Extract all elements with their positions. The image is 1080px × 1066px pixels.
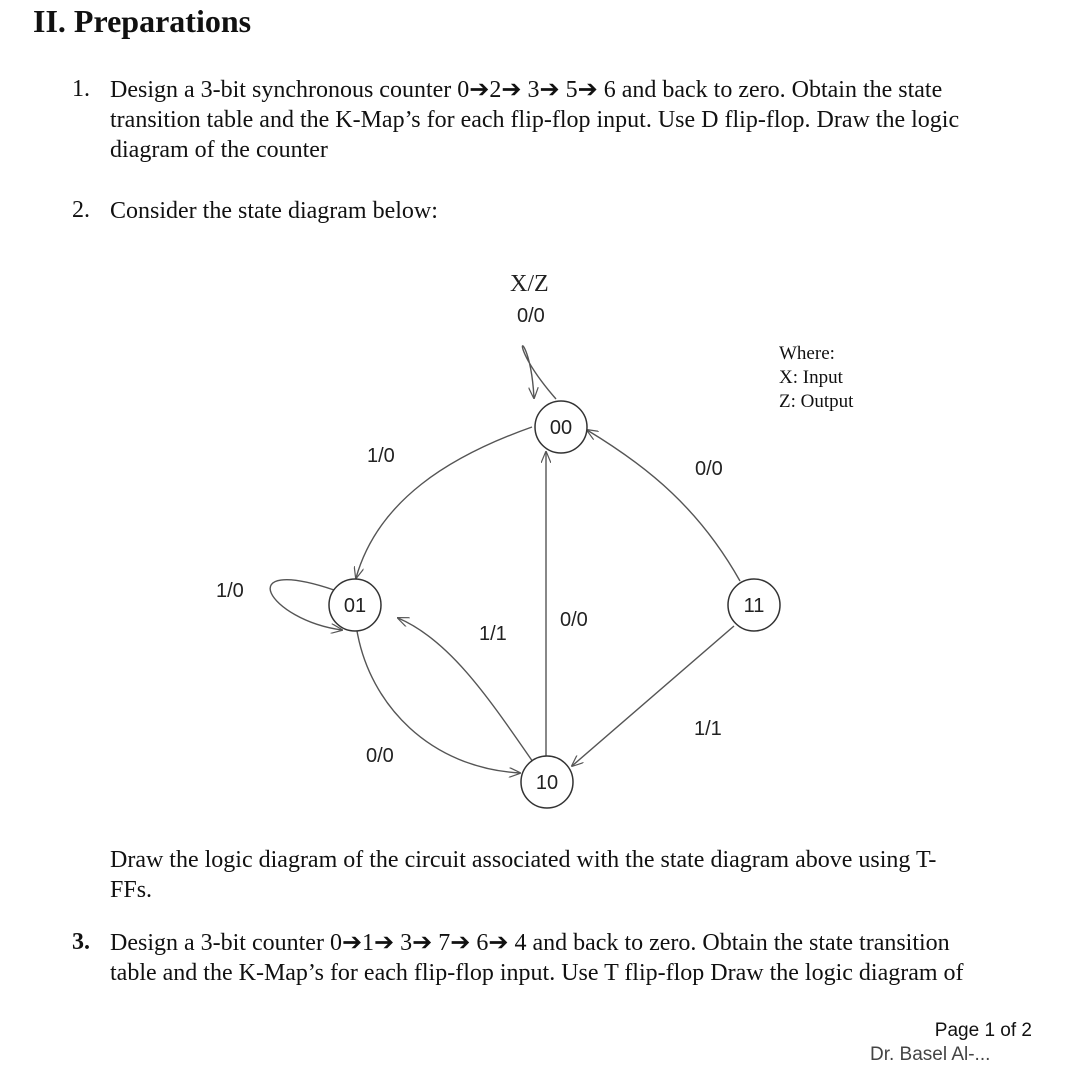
state-label-11: 11 bbox=[743, 595, 765, 617]
label-10-to-01: 1/1 bbox=[479, 623, 507, 645]
label-00-to-01: 1/0 bbox=[367, 445, 395, 467]
legend-output: Z: Output bbox=[779, 391, 854, 412]
transition-11-to-10 bbox=[572, 626, 734, 766]
label-11-to-00: 0/0 bbox=[695, 458, 723, 480]
item-1-line-3: diagram of the counter bbox=[110, 137, 328, 163]
state-label-01: 01 bbox=[343, 595, 367, 617]
item-2-number: 2. bbox=[72, 197, 90, 223]
label-01-to-10: 0/0 bbox=[366, 745, 394, 767]
item-3-number: 3. bbox=[72, 929, 90, 955]
state-label-10: 10 bbox=[535, 772, 559, 794]
label-10-to-00: 0/0 bbox=[560, 609, 588, 631]
transition-10-to-01 bbox=[398, 618, 533, 762]
label-00-to-00: 0/0 bbox=[517, 305, 545, 327]
diagram-header-label: X/Z bbox=[510, 271, 549, 297]
footer-cut-text: Dr. Basel Al-... bbox=[870, 1044, 991, 1065]
item-3-line-1: Design a 3-bit counter 0➔1➔ 3➔ 7➔ 6➔ 4 and back to zero. Obtain the state transition bbox=[110, 930, 950, 956]
item-1-number: 1. bbox=[72, 76, 90, 102]
label-11-to-10: 1/1 bbox=[694, 718, 722, 740]
legend-input: X: Input bbox=[779, 367, 843, 388]
diagram-legend bbox=[779, 342, 853, 414]
transition-11-to-00 bbox=[587, 430, 740, 581]
state-label-00: 00 bbox=[549, 417, 573, 439]
after-diagram-line-1: Draw the logic diagram of the circuit associated with the state diagram above using T- bbox=[110, 847, 937, 873]
transition-00-to-00 bbox=[522, 346, 556, 399]
label-01-to-01: 1/0 bbox=[216, 580, 244, 602]
item-1-line-1: Design a 3-bit synchronous counter 0➔2➔ 3➔ 5➔ 6 and back to zero. Obtain the state bbox=[110, 77, 943, 103]
item-2-text: Consider the state diagram below: bbox=[110, 198, 438, 224]
section-title: II. Preparations bbox=[33, 3, 252, 39]
after-diagram-text bbox=[110, 845, 936, 905]
item-1-line-2: transition table and the K-Map’s for each flip-flop input. Use D flip-flop. Draw the logic bbox=[110, 107, 960, 133]
legend-title: Where: bbox=[779, 343, 835, 364]
item-3-text bbox=[110, 928, 964, 988]
item-3-line-2: table and the K-Map’s for each flip-flop input. Use T flip-flop Draw the logic diagram of bbox=[110, 960, 964, 986]
after-diagram-line-2: FFs. bbox=[110, 877, 153, 903]
page-number: Page 1 of 2 bbox=[934, 1020, 1032, 1041]
